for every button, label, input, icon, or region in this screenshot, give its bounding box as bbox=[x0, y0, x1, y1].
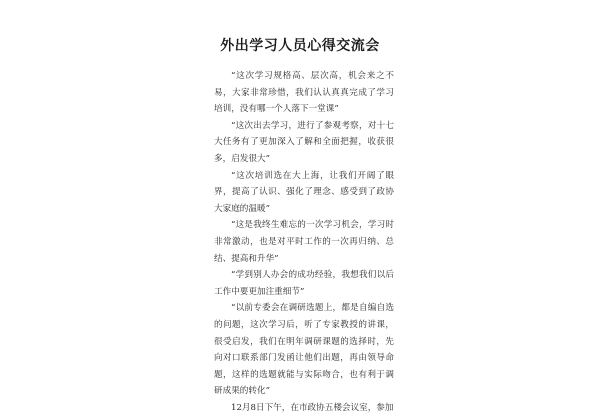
paragraph: “这次培训选在大上海，让我们开阔了眼界，提高了认识、强化了理念、感受到了政协大家庭的温暖” bbox=[214, 170, 394, 214]
document-body bbox=[214, 68, 394, 416]
paragraph: “学到别人办会的成功经验，我想我们以后工作中要更加注重细节” bbox=[214, 270, 394, 297]
paragraph: 12月8日下午，在市政协五楼会议室，参加 bbox=[231, 402, 394, 413]
paragraph: “这是我终生难忘的一次学习机会，学习时非常激动，也是对平时工作的一次再归纳、总结、提高和升华” bbox=[214, 220, 394, 264]
paragraph: “以前专委会在调研选题上，都是自编自选的问题，这次学习后，听了专家教授的讲课，很受启发，我们在明年调研课题的选择时，先向对口联系部门发函让他们出题，再由领导命题，这样的选题就能与实际吻合，也有利于调研成果的转化” bbox=[214, 303, 394, 397]
paragraph: “这次出去学习，进行了参观考察，对十七大任务有了更加深入了解和全面把握，收获很多，启发很大” bbox=[214, 120, 394, 164]
document-title: 外出学习人员心得交流会 bbox=[220, 38, 380, 54]
paragraph: “这次学习规格高、层次高，机会来之不易，大家非常珍惜，我们认认真真完成了学习培训，没有哪一个人落下一堂课” bbox=[214, 71, 394, 115]
